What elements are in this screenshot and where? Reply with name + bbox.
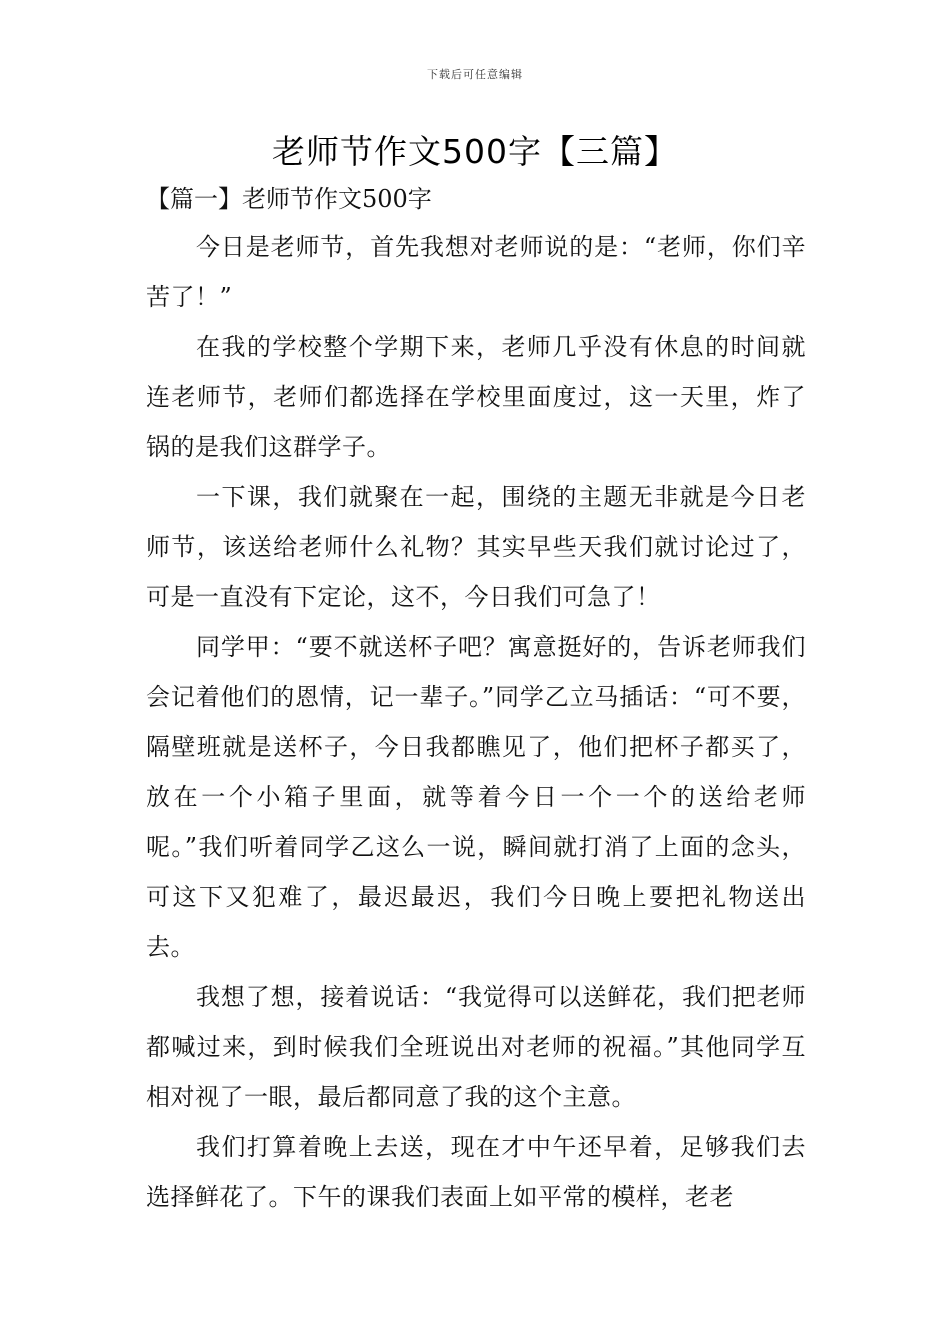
paragraph: 一下课，我们就聚在一起，围绕的主题无非就是今日老师节，该送给老师什么礼物？其实早些天我们就讨论过了，可是一直没有下定论，这不，今日我们可急了！ [146, 483, 806, 611]
document-body [146, 176, 806, 1222]
paragraph: 我们打算着晚上去送，现在才中午还早着，足够我们去选择鲜花了。下午的课我们表面上如平常的模样，老老 [146, 1133, 806, 1211]
paragraph: 我想了想，接着说话：“我觉得可以送鲜花，我们把老师都喊过来，到时候我们全班说出对老师的祝福。”其他同学互相对视了一眼，最后都同意了我的这个主意。 [146, 983, 806, 1111]
paragraph: 同学甲：“要不就送杯子吧？寓意挺好的，告诉老师我们会记着他们的恩情，记一辈子。”同学乙立马插话：“可不要，隔壁班就是送杯子，今日我都瞧见了，他们把杯子都买了，放在一个小箱子里面，就等着今日一个一个的送给老师呢。”我们听着同学乙这么一说，瞬间就打消了上面的念头，可这下又犯难了，最迟最迟，我们今日晚上要把礼物送出去。 [146, 633, 806, 961]
document-title: 老师节作文500字【三篇】 [272, 132, 678, 171]
paragraph: 今日是老师节，首先我想对老师说的是：“老师，你们辛苦了！” [146, 233, 806, 311]
section-heading: 【篇一】老师节作文500字 [146, 185, 432, 213]
page-header-note: 下载后可任意编辑 [427, 68, 523, 81]
paragraph: 在我的学校整个学期下来，老师几乎没有休息的时间就连老师节，老师们都选择在学校里面度过，这一天里，炸了锅的是我们这群学子。 [146, 333, 806, 461]
